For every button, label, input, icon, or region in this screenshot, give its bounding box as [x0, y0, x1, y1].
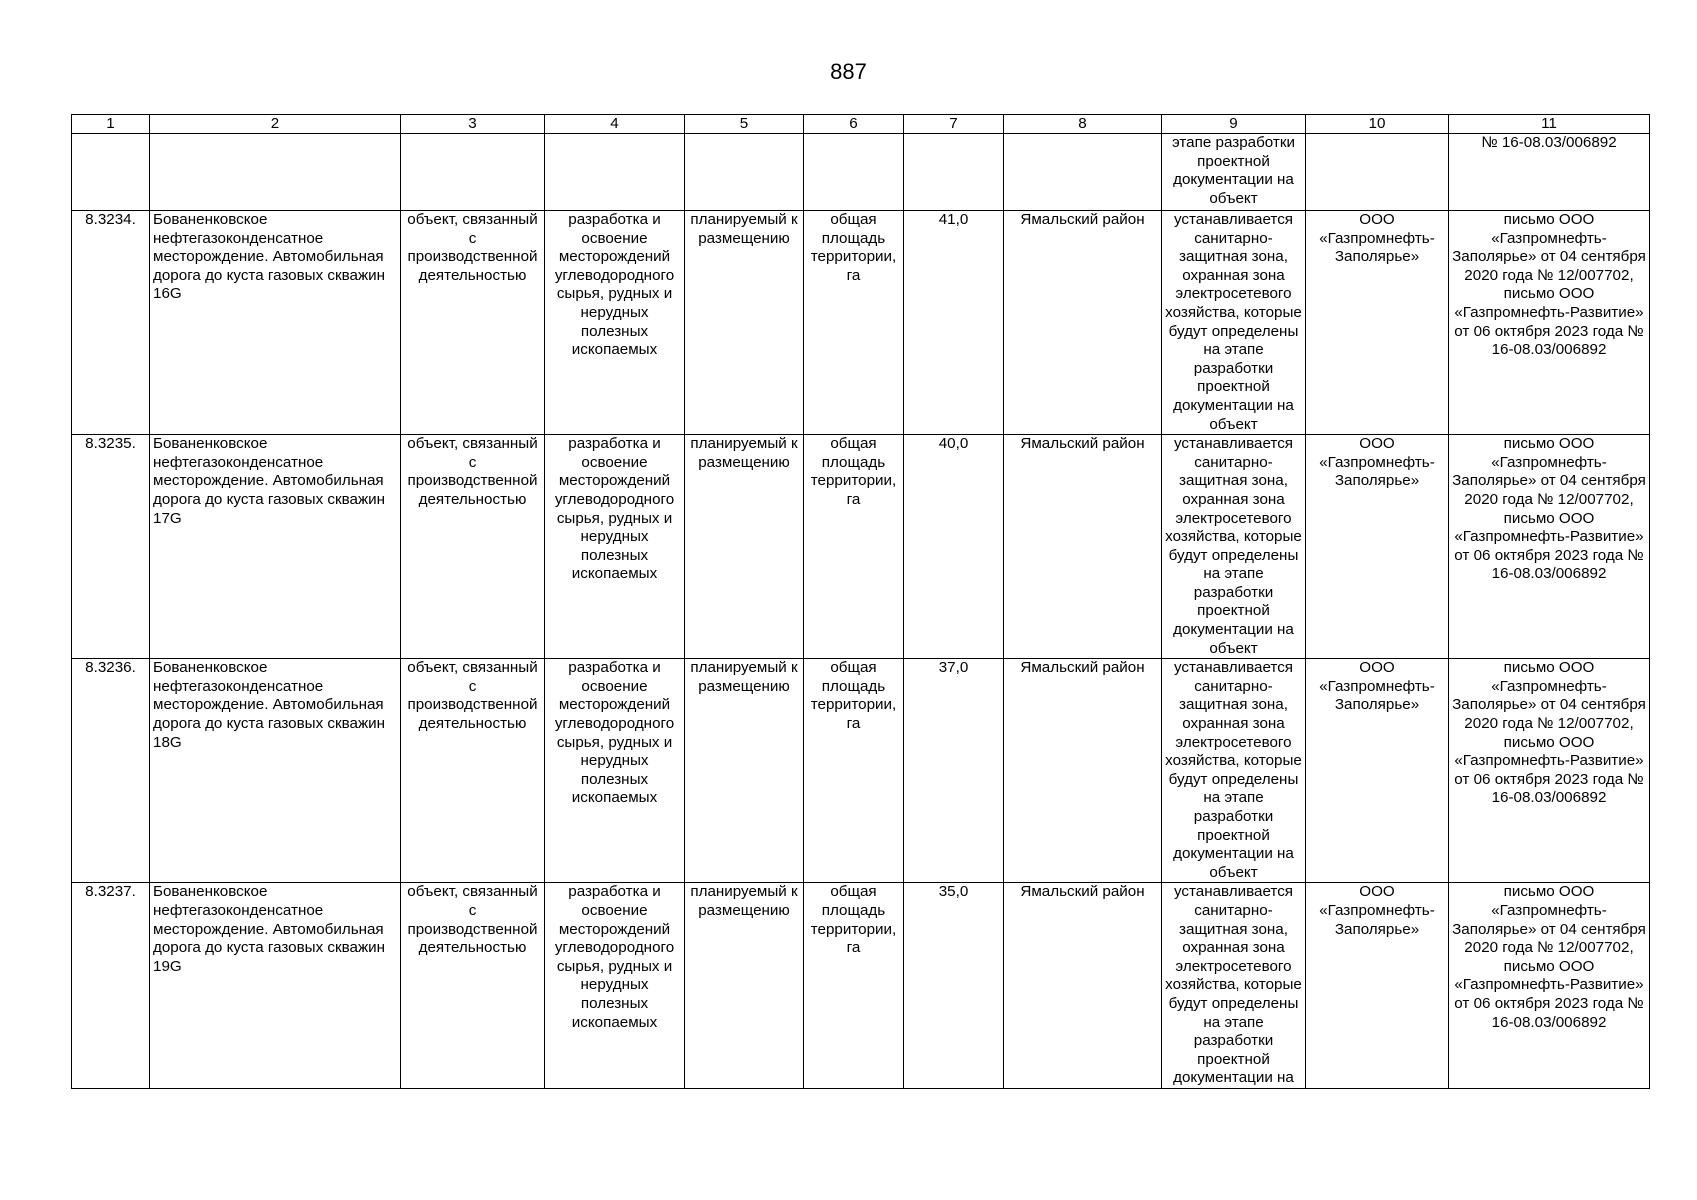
cell-status: планируемый к размещению [685, 435, 804, 659]
cell-status: планируемый к размещению [685, 883, 804, 1089]
cell-empty [1004, 134, 1162, 211]
cell-object-name: Бованенковское нефтегазоконденсатное месторождение. Автомобильная дорога до куста газовых скважин 17G [150, 435, 401, 659]
cell-purpose: разработка и освоение месторождений углеводородного сырья, рудных и нерудных полезных ископаемых [545, 211, 685, 435]
column-header: 11 [1449, 115, 1650, 134]
table-row [72, 435, 1650, 659]
cell-purpose: разработка и освоение месторождений углеводородного сырья, рудных и нерудных полезных ископаемых [545, 435, 685, 659]
cell-location: Ямальский район [1004, 435, 1162, 659]
page-number: 887 [830, 59, 867, 84]
cell-organization: ООО «Газпромнефть-Заполярье» [1306, 211, 1449, 435]
cell-zone: устанавливается санитарно-защитная зона, охранная зона электросетевого хозяйства, которые будут определены на этапе разработки проектной документации на объект [1162, 659, 1306, 883]
cell-value: 35,0 [904, 883, 1004, 1089]
cell-location: Ямальский район [1004, 659, 1162, 883]
cell-empty [401, 134, 545, 211]
cell-empty [804, 134, 904, 211]
cell-organization: ООО «Газпромнефть-Заполярье» [1306, 883, 1449, 1089]
column-header: 2 [150, 115, 401, 134]
column-header: 9 [1162, 115, 1306, 134]
cell-number: 8.3237. [72, 883, 150, 1089]
cell-basis: письмо ООО «Газпромнефть-Заполярье» от 04 сентября 2020 года № 12/007702, письмо ООО «Газпромнефть-Развитие» от 06 октября 2023 года № 16-08.03/006892 [1449, 435, 1650, 659]
cell-object-name: Бованенковское нефтегазоконденсатное месторождение. Автомобильная дорога до куста газовых скважин 16G [150, 211, 401, 435]
cell-empty [72, 134, 150, 211]
cell-number: 8.3234. [72, 211, 150, 435]
cell-zone: устанавливается санитарно-защитная зона, охранная зона электросетевого хозяйства, которые будут определены на этапе разработки проектной документации на объект [1162, 211, 1306, 435]
column-header: 4 [545, 115, 685, 134]
cell-number: 8.3236. [72, 659, 150, 883]
column-header: 10 [1306, 115, 1449, 134]
cell-object-name: Бованенковское нефтегазоконденсатное месторождение. Автомобильная дорога до куста газовых скважин 19G [150, 883, 401, 1089]
cell-purpose: разработка и освоение месторождений углеводородного сырья, рудных и нерудных полезных ископаемых [545, 883, 685, 1089]
table-row [72, 211, 1650, 435]
cell-zone-continued: этапе разработки проектной документации на объект [1162, 134, 1306, 211]
column-header: 8 [1004, 115, 1162, 134]
cell-empty [150, 134, 401, 211]
cell-object-type: объект, связанный с производственной деятельностью [401, 435, 545, 659]
cell-empty [1306, 134, 1449, 211]
cell-characteristic: общая площадь территории, га [804, 883, 904, 1089]
cell-object-type: объект, связанный с производственной деятельностью [401, 883, 545, 1089]
cell-status: планируемый к размещению [685, 211, 804, 435]
table-row [72, 883, 1650, 1089]
cell-value: 41,0 [904, 211, 1004, 435]
cell-location: Ямальский район [1004, 211, 1162, 435]
cell-status: планируемый к размещению [685, 659, 804, 883]
column-header: 5 [685, 115, 804, 134]
cell-location: Ямальский район [1004, 883, 1162, 1089]
cell-zone: устанавливается санитарно-защитная зона, охранная зона электросетевого хозяйства, которые будут определены на этапе разработки проектной документации на объект [1162, 435, 1306, 659]
column-header: 7 [904, 115, 1004, 134]
cell-empty [545, 134, 685, 211]
cell-characteristic: общая площадь территории, га [804, 211, 904, 435]
cell-basis: письмо ООО «Газпромнефть-Заполярье» от 04 сентября 2020 года № 12/007702, письмо ООО «Газпромнефть-Развитие» от 06 октября 2023 года № 16-08.03/006892 [1449, 659, 1650, 883]
column-header: 1 [72, 115, 150, 134]
cell-object-name: Бованенковское нефтегазоконденсатное месторождение. Автомобильная дорога до куста газовых скважин 18G [150, 659, 401, 883]
cell-value: 40,0 [904, 435, 1004, 659]
cell-basis-continued: № 16-08.03/006892 [1449, 134, 1650, 211]
table-row [72, 659, 1650, 883]
column-header-row [72, 115, 1650, 134]
cell-basis: письмо ООО «Газпромнефть-Заполярье» от 04 сентября 2020 года № 12/007702, письмо ООО «Газпромнефть-Развитие» от 06 октября 2023 года № 16-08.03/006892 [1449, 211, 1650, 435]
cell-object-type: объект, связанный с производственной деятельностью [401, 211, 545, 435]
cell-value: 37,0 [904, 659, 1004, 883]
cell-empty [685, 134, 804, 211]
column-header: 3 [401, 115, 545, 134]
cell-characteristic: общая площадь территории, га [804, 435, 904, 659]
cell-characteristic: общая площадь территории, га [804, 659, 904, 883]
cell-purpose: разработка и освоение месторождений углеводородного сырья, рудных и нерудных полезных ископаемых [545, 659, 685, 883]
document-table [71, 114, 1650, 1089]
cell-empty [904, 134, 1004, 211]
column-header: 6 [804, 115, 904, 134]
cell-object-type: объект, связанный с производственной деятельностью [401, 659, 545, 883]
continuation-row [72, 134, 1650, 211]
cell-basis: письмо ООО «Газпромнефть-Заполярье» от 04 сентября 2020 года № 12/007702, письмо ООО «Газпромнефть-Развитие» от 06 октября 2023 года № 16-08.03/006892 [1449, 883, 1650, 1089]
cell-organization: ООО «Газпромнефть-Заполярье» [1306, 659, 1449, 883]
cell-number: 8.3235. [72, 435, 150, 659]
cell-zone: устанавливается санитарно-защитная зона, охранная зона электросетевого хозяйства, которые будут определены на этапе разработки проектной документации на [1162, 883, 1306, 1089]
cell-organization: ООО «Газпромнефть-Заполярье» [1306, 435, 1449, 659]
